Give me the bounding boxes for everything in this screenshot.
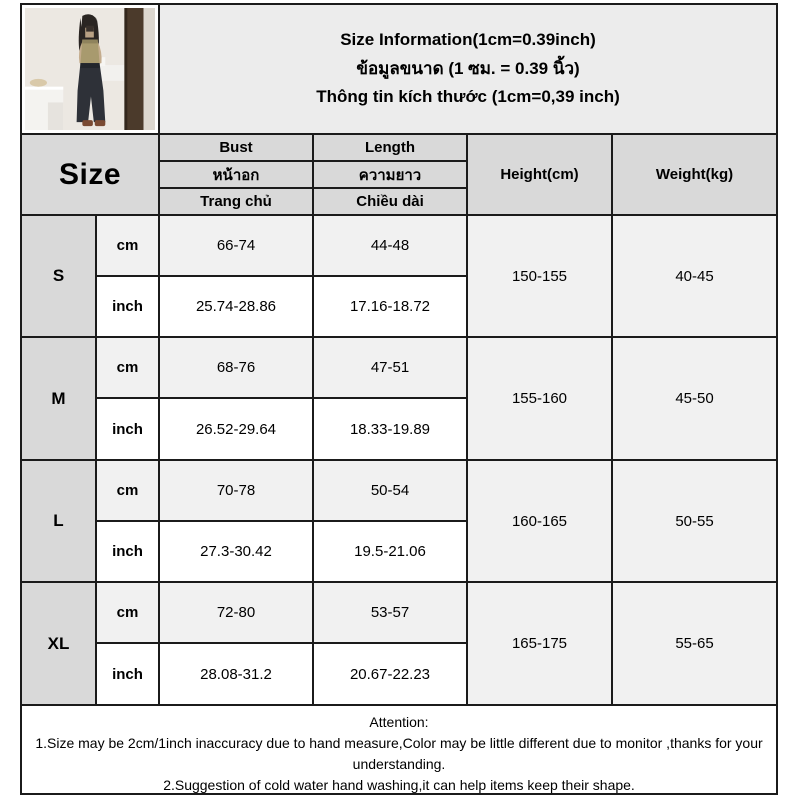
row-m-height: 155-160 bbox=[468, 338, 611, 459]
title-line-vietnamese: Thông tin kích thước (1cm=0,39 inch) bbox=[316, 87, 620, 107]
row-xl-unit-cm: cm bbox=[97, 583, 158, 642]
title-line-english: Size Information(1cm=0.39inch) bbox=[340, 30, 596, 50]
row-l-weight: 50-55 bbox=[613, 461, 776, 581]
header-length-th: ความยาว bbox=[314, 162, 466, 187]
row-s-bust-cm: 66-74 bbox=[160, 216, 312, 275]
header-bust-vi: Trang chủ bbox=[160, 189, 312, 214]
row-m-length-cm: 47-51 bbox=[314, 338, 466, 397]
row-l-bust-cm: 70-78 bbox=[160, 461, 312, 520]
title-line-thai: ข้อมูลขนาด (1 ซม. = 0.39 นิ้ว) bbox=[356, 58, 580, 78]
header-length-vi: Chiều dài bbox=[314, 189, 466, 214]
row-s-weight: 40-45 bbox=[613, 216, 776, 336]
row-l-label: L bbox=[22, 461, 95, 581]
row-s-bust-inch: 25.74-28.86 bbox=[160, 277, 312, 336]
attention-title: Attention: bbox=[369, 714, 429, 730]
row-m-bust-cm: 68-76 bbox=[160, 338, 312, 397]
row-xl-weight: 55-65 bbox=[613, 583, 776, 704]
size-chart-table bbox=[20, 3, 778, 795]
row-l-length-inch: 19.5-21.06 bbox=[314, 522, 466, 581]
row-s-unit-cm: cm bbox=[97, 216, 158, 275]
row-m-unit-inch: inch bbox=[97, 399, 158, 459]
row-xl-length-inch: 20.67-22.23 bbox=[314, 644, 466, 704]
row-xl-bust-cm: 72-80 bbox=[160, 583, 312, 642]
row-m-bust-inch: 26.52-29.64 bbox=[160, 399, 312, 459]
row-xl-height: 165-175 bbox=[468, 583, 611, 704]
row-m-unit-cm: cm bbox=[97, 338, 158, 397]
row-l-bust-inch: 27.3-30.42 bbox=[160, 522, 312, 581]
row-m-label: M bbox=[22, 338, 95, 459]
row-s-height: 150-155 bbox=[468, 216, 611, 336]
row-m-weight: 45-50 bbox=[613, 338, 776, 459]
header-bust-th: หน้าอก bbox=[160, 162, 312, 187]
row-s-unit-inch: inch bbox=[97, 277, 158, 336]
size-information-title bbox=[160, 5, 776, 133]
row-m-length-inch: 18.33-19.89 bbox=[314, 399, 466, 459]
header-size: Size bbox=[22, 135, 158, 214]
row-s-length-cm: 44-48 bbox=[314, 216, 466, 275]
row-xl-bust-inch: 28.08-31.2 bbox=[160, 644, 312, 704]
attention-note bbox=[22, 706, 776, 793]
row-xl-unit-inch: inch bbox=[97, 644, 158, 704]
attention-line-2: 2.Suggestion of cold water hand washing,it can help items keep their shape. bbox=[163, 777, 635, 793]
model-mirror-selfie-illustration bbox=[25, 8, 155, 130]
row-s-length-inch: 17.16-18.72 bbox=[314, 277, 466, 336]
row-l-length-cm: 50-54 bbox=[314, 461, 466, 520]
header-weight: Weight(kg) bbox=[613, 135, 776, 214]
row-s-label: S bbox=[22, 216, 95, 336]
row-l-unit-cm: cm bbox=[97, 461, 158, 520]
row-xl-label: XL bbox=[22, 583, 95, 704]
attention-line-1: 1.Size may be 2cm/1inch inaccuracy due to hand measure,Color may be little different due to monitor ,thanks for your understanding. bbox=[35, 735, 763, 772]
row-xl-length-cm: 53-57 bbox=[314, 583, 466, 642]
row-l-unit-inch: inch bbox=[97, 522, 158, 581]
header-bust-en: Bust bbox=[160, 135, 312, 160]
header-length-en: Length bbox=[314, 135, 466, 160]
model-photo bbox=[22, 5, 158, 133]
header-height: Height(cm) bbox=[468, 135, 611, 214]
row-l-height: 160-165 bbox=[468, 461, 611, 581]
